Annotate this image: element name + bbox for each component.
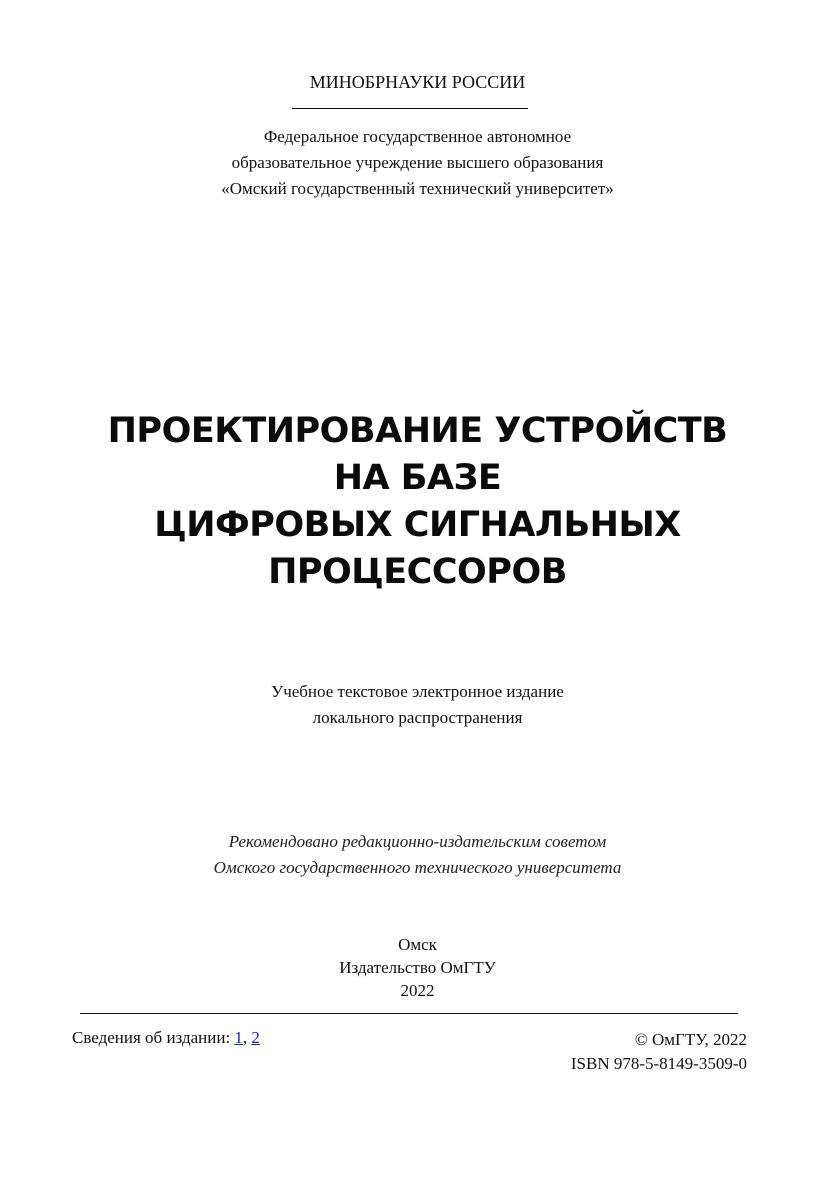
link-separator: ,	[242, 1028, 252, 1047]
title-line: ПРОЕКТИРОВАНИЕ УСТРОЙСТВ	[107, 411, 728, 451]
title-line: ЦИФРОВЫХ СИГНАЛЬНЫХ	[154, 505, 681, 545]
footer-divider	[80, 1013, 738, 1014]
imprint-publisher: Издательство ОмГТУ	[339, 958, 496, 977]
imprint-year: 2022	[400, 981, 435, 1000]
edition-info-link-2[interactable]: 2	[251, 1028, 260, 1047]
edition-type	[0, 679, 835, 731]
title-line: НА БАЗЕ	[333, 458, 502, 498]
book-title	[0, 408, 835, 596]
title-line: ПРОЦЕССОРОВ	[268, 552, 567, 592]
recommendation-line: Омского государственного технического университета	[213, 858, 622, 877]
recommendation	[0, 829, 835, 881]
rights-block	[571, 1028, 747, 1076]
copyright: © ОмГТУ, 2022	[634, 1030, 747, 1049]
edition-info	[72, 1028, 260, 1048]
institution-line: «Омский государственный технический университет»	[221, 179, 614, 198]
isbn: ISBN 978-5-8149-3509-0	[570, 1054, 747, 1073]
edition-line: локального распространения	[312, 708, 523, 727]
imprint	[0, 933, 835, 1002]
edition-info-link-1[interactable]: 1	[234, 1028, 243, 1047]
recommendation-line: Рекомендовано редакционно-издательским советом	[228, 832, 607, 851]
imprint-city: Омск	[398, 935, 437, 954]
edition-line: Учебное текстовое электронное издание	[271, 682, 564, 701]
ministry-name: МИНОБРНАУКИ РОССИИ	[309, 72, 526, 92]
institution-block	[0, 124, 835, 202]
ministry-divider	[292, 108, 528, 109]
institution-line: Федеральное государственное автономное	[263, 127, 572, 146]
institution-line: образовательное учреждение высшего образования	[231, 153, 604, 172]
edition-info-label: Сведения об издании:	[72, 1028, 235, 1047]
